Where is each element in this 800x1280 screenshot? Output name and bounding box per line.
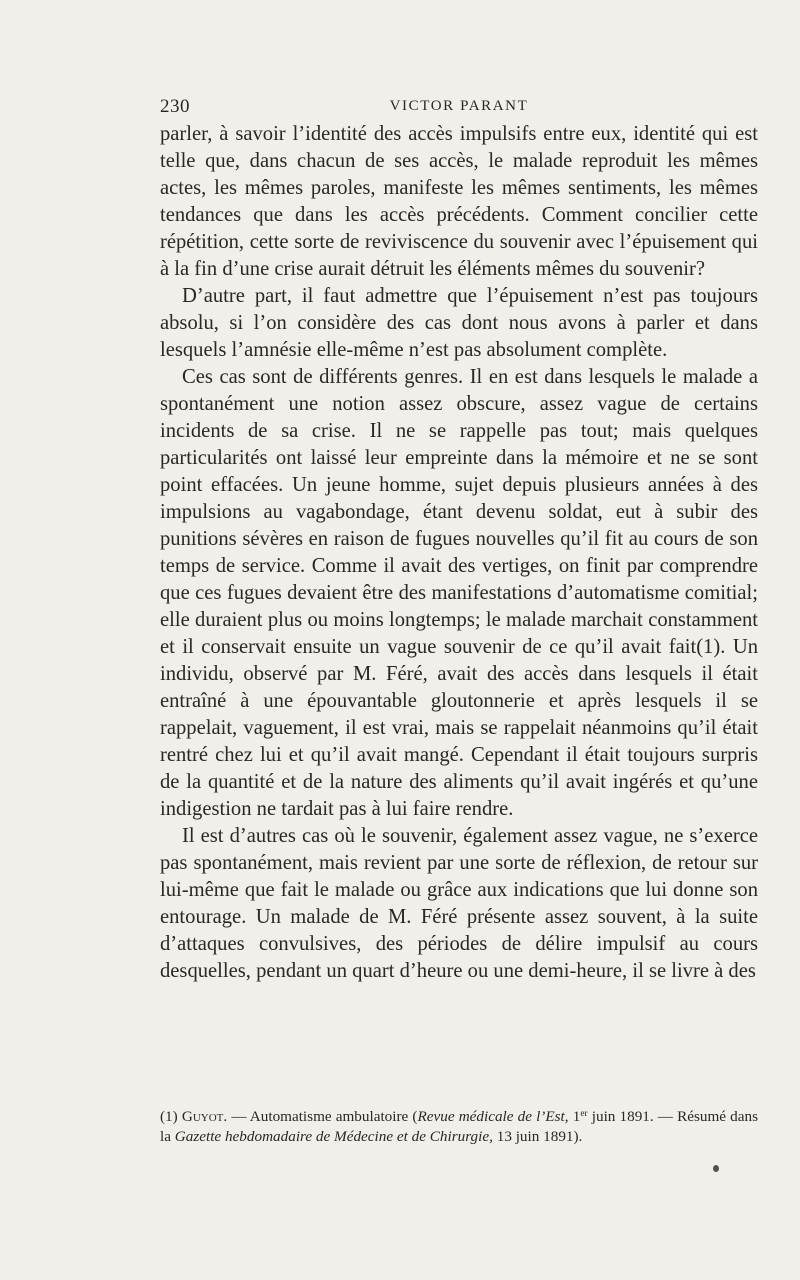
footnote-journal-2: Gazette hebdomadaire de Médecine et de Chirurgie,: [174, 1128, 493, 1145]
footnote-text-b: 1: [568, 1108, 581, 1125]
ink-speck: [713, 1165, 719, 1172]
paragraph-2: D’autre part, il faut admettre que l’épuisement n’est pas toujours absolu, si l’on considère des cas dont nous avons à parler et dans lesquels l’amnésie elle-même n’est pas absolument complète.: [160, 285, 758, 361]
footnotes: [160, 1107, 758, 1147]
footnote-1: [160, 1107, 758, 1147]
paragraph-3: [160, 364, 758, 823]
body-text: [160, 121, 758, 985]
paragraph-3-text: Ces cas sont de différents genres. Il en est dans lesquels le malade a spontanément une notion assez obscure, assez vague de certains incidents de sa crise. Il ne se rappelle pas tout; mais quelques particularités ont laissé leur empreinte dans la mémoire et ne se sont point effacées. Un jeune homme, sujet depuis plusieurs années à des impulsions au vagabondage, étant devenu soldat, eut à subir des punitions sévères en raison de fugues nouvelles qu’il fit au cours de son temps de service. Comme il avait des vertiges, on finit par comprendre que ces fugues devaient être des manifestations d’automatisme comitial; elle duraient plus ou moins longtemps; le malade marchait constamment et il conservait ensuite un vague souvenir de ce qu’il avait fait: [160, 366, 758, 658]
footnote-text-d: 13 juin 1891).: [492, 1128, 583, 1145]
footnote-journal-1: Revue médicale de l’Est,: [417, 1108, 569, 1125]
footnote-text-a: — Automatisme ambulatoire (: [227, 1108, 418, 1125]
footnote-reference: (1): [696, 636, 721, 658]
paragraph-3-continuation: . Un individu, observé par M. Féré, avait des accès dans lesquels il était entraîné à une épouvantable gloutonnerie et après lesquels il se rappelait, vaguement, il est vrai, mais se rappelait néanmoins qu’il était rentré chez lui et qu’il avait mangé. Cependant il était toujours surpris de la quantité et de la nature des aliments qu’il avait ingérés et qu’une indigestion ne tardait pas à lui faire rendre.: [160, 636, 758, 820]
footnote-text-c: juin 1891. — Résumé dans la: [160, 1108, 759, 1145]
page-number: 230: [160, 96, 190, 117]
paragraph-4: Il est d’autres cas où le souvenir, également assez vague, ne s’exerce pas spontanément, mais revient par une sorte de réflexion, de retour sur lui-même que fait le malade ou grâce aux indications que lui donne son entourage. Un malade de M. Féré présente assez souvent, à la suite d’attaques convulsives, des périodes de délire impulsif au cours desquelles, pendant un quart d’heure ou une demi-heure, il se livre à des: [160, 825, 758, 982]
paragraph-1: parler, à savoir l’identité des accès impulsifs entre eux, identité qui est telle que, dans chacun de ses accès, le malade reproduit les mêmes actes, les mêmes paroles, manifeste les mêmes sentiments, les mêmes tendances que dans les accès précédents. Comment concilier cette répétition, cette sorte de reviviscence du souvenir avec l’épuisement qui à la fin d’une crise aurait détruit les éléments mêmes du souvenir?: [160, 123, 758, 280]
running-title: VICTOR PARANT: [389, 98, 529, 114]
footnote-marker: (1): [160, 1108, 178, 1125]
footnote-ordinal: er: [580, 1108, 588, 1119]
running-head: [160, 96, 758, 120]
footnote-author: Guyot.: [181, 1108, 228, 1125]
